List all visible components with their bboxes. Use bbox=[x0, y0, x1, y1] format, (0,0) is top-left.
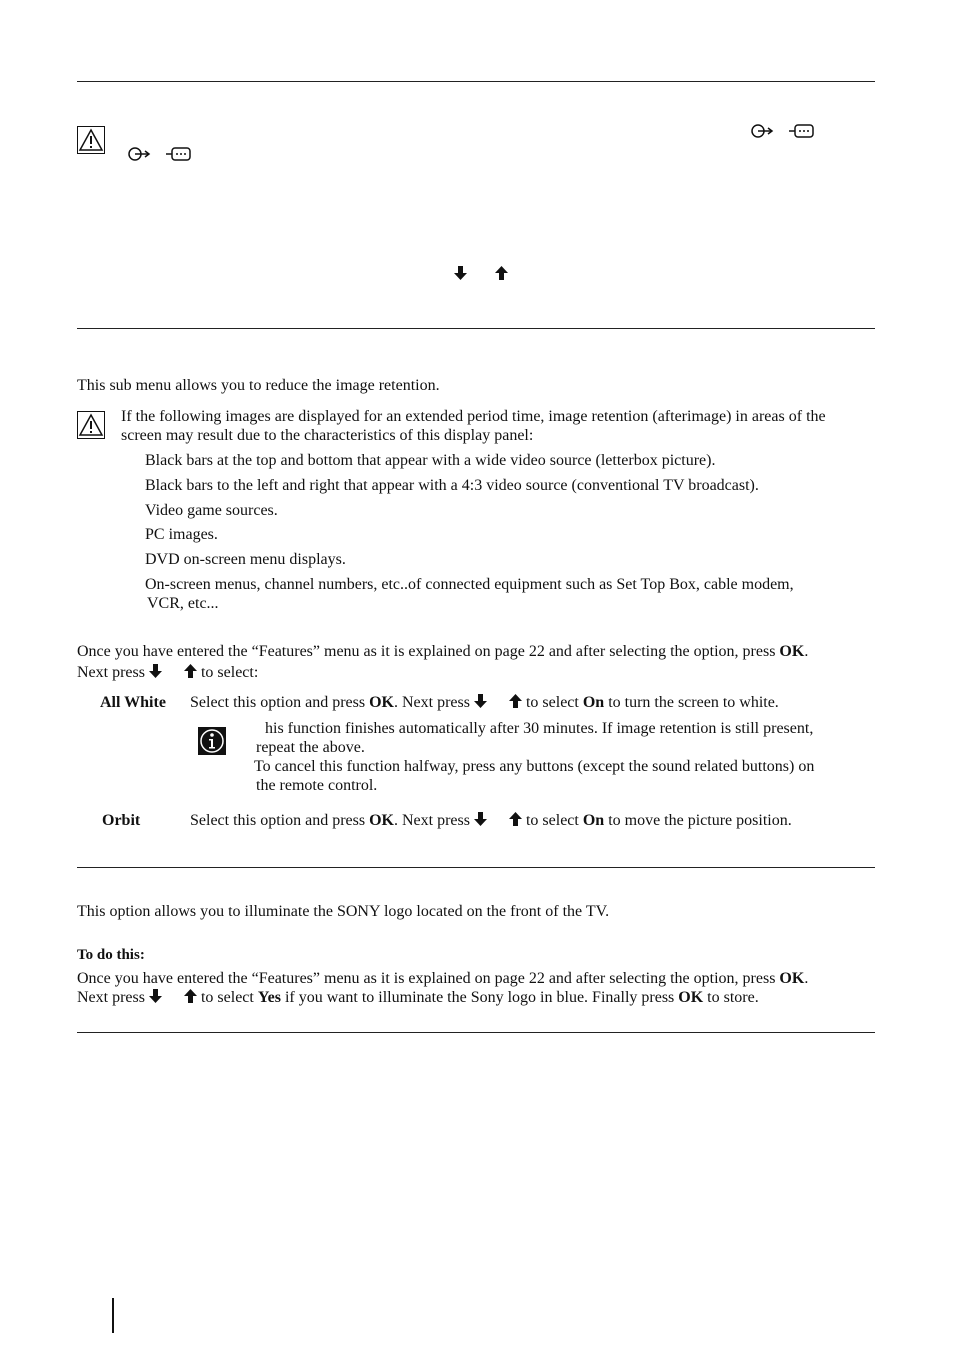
logo-intro: This option allows you to illuminate the SONY logo located on the front of the TV. bbox=[77, 903, 610, 920]
note-line: his function finishes automatically after 30 minutes. If image retention is still present, bbox=[265, 720, 814, 737]
to-select-text: to select: bbox=[196, 664, 259, 681]
arrow-down-icon bbox=[149, 664, 162, 678]
warning-triangle-icon bbox=[77, 411, 105, 439]
warning-triangle-icon bbox=[77, 126, 105, 154]
on-option: On bbox=[582, 694, 605, 711]
on-option: On bbox=[582, 812, 605, 829]
list-item: PC images. bbox=[145, 526, 218, 543]
ok-key: OK bbox=[678, 989, 704, 1006]
arrow-up-icon bbox=[509, 812, 522, 826]
arrow-down-icon bbox=[474, 694, 487, 708]
list-item: Video game sources. bbox=[145, 502, 278, 519]
ok-key: OK bbox=[779, 970, 805, 987]
all-white-label: All White bbox=[100, 694, 166, 711]
arrow-up-icon bbox=[184, 664, 197, 678]
ok-key: OK bbox=[369, 694, 394, 711]
arrow-down-icon bbox=[474, 812, 487, 826]
note-line: repeat the above. bbox=[256, 739, 365, 756]
logo-instruction: Once you have entered the “Features” menu as it is explained on page 22 and after selecting the option, press OK. bbox=[77, 970, 809, 987]
arrow-up-icon bbox=[509, 694, 522, 708]
list-item: DVD on-screen menu displays. bbox=[145, 551, 346, 568]
next-press-text: Next press bbox=[77, 664, 149, 681]
arrow-up-icon bbox=[495, 266, 508, 280]
list-item: Black bars at the top and bottom that appear with a wide video source (letterbox picture). bbox=[145, 452, 716, 469]
retention-instruction-2 bbox=[77, 663, 258, 682]
scart-connector-icon bbox=[166, 146, 192, 162]
warning-text-line: screen may result due to the characteristics of this display panel: bbox=[121, 427, 534, 444]
input-connector-icon bbox=[127, 146, 151, 162]
instruction-text: Once you have entered the “Features” menu as it is explained on page 22 and after selecting the option, press bbox=[77, 643, 780, 660]
warning-text-line: If the following images are displayed for an extended period time, image retention (afterimage) in areas of the bbox=[121, 408, 826, 425]
arrow-up-icon bbox=[184, 989, 197, 1003]
ok-key: OK bbox=[369, 812, 394, 829]
orbit-label: Orbit bbox=[102, 812, 141, 829]
all-white-description: Select this option and press OK. Next press to select On to turn the screen to white. bbox=[190, 694, 779, 711]
page-margin-bar bbox=[112, 1298, 114, 1333]
arrow-down-icon bbox=[149, 989, 162, 1003]
logo-instruction-2: Next press to select Yes if you want to illuminate the Sony logo in blue. Finally press OK to store. bbox=[77, 989, 759, 1006]
orbit-description: Select this option and press OK. Next press to select On to move the picture position. bbox=[190, 812, 792, 829]
input-connector-icon bbox=[750, 123, 774, 139]
bottom-rule bbox=[77, 1032, 875, 1033]
top-rule bbox=[77, 81, 875, 82]
note-line: To cancel this function halfway, press any buttons (except the sound related buttons) on bbox=[254, 758, 815, 775]
list-item: VCR, etc... bbox=[147, 595, 219, 612]
retention-intro: This sub menu allows you to reduce the image retention. bbox=[77, 377, 440, 394]
ok-key: OK bbox=[779, 643, 805, 660]
retention-instruction bbox=[77, 642, 808, 661]
list-item: Black bars to the left and right that appear with a 4:3 video source (conventional TV broadcast). bbox=[145, 477, 759, 494]
note-line: the remote control. bbox=[256, 777, 378, 794]
arrow-down-icon bbox=[454, 266, 467, 280]
period: . bbox=[804, 643, 809, 660]
section-rule bbox=[77, 867, 875, 868]
list-item: On-screen menus, channel numbers, etc..of connected equipment such as Set Top Box, cable modem, bbox=[145, 576, 794, 593]
info-icon bbox=[198, 727, 226, 755]
scart-connector-icon bbox=[789, 123, 815, 139]
section-rule bbox=[77, 328, 875, 329]
to-do-this-heading: To do this: bbox=[77, 947, 145, 963]
yes-option: Yes bbox=[257, 989, 281, 1006]
